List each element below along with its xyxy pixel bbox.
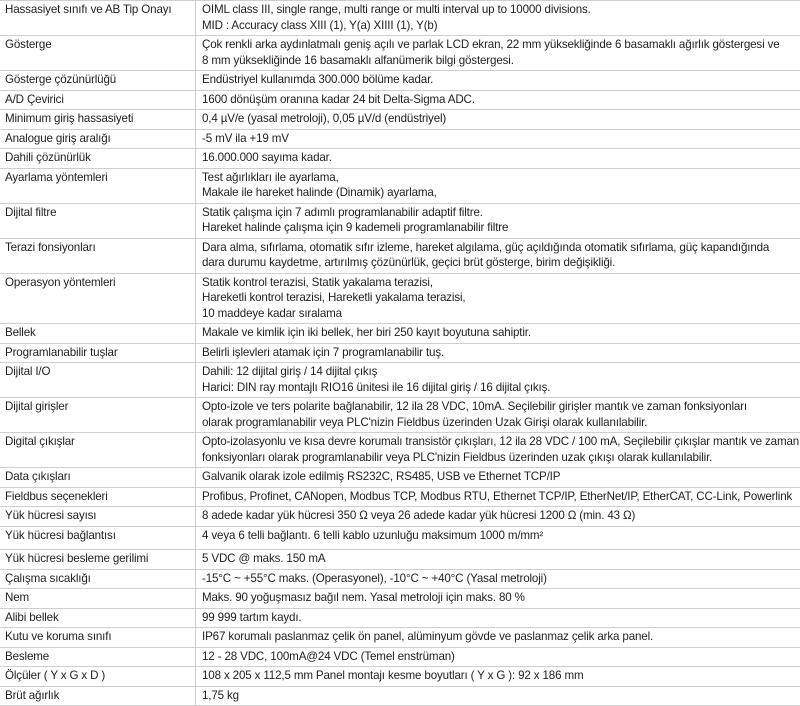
spec-value [196, 363, 800, 398]
spec-label: Dijital filtre [0, 203, 196, 238]
spec-value-line: 16.000.000 sayıma kadar. [202, 150, 796, 166]
spec-value [196, 608, 800, 628]
spec-value-line: Makale ve kimlik için iki bellek, her biri 250 kayıt boyutuna sahiptir. [202, 325, 796, 341]
spec-label: Data çıkışları [0, 468, 196, 488]
spec-label: Minimum giriş hassasiyeti [0, 110, 196, 130]
spec-value [196, 487, 800, 507]
spec-value [196, 526, 800, 550]
spec-row [0, 526, 800, 550]
spec-row [0, 569, 800, 589]
spec-value-line: 0,4 µV/e (yasal metroloji), 0,05 µV/d (endüstriyel) [202, 111, 796, 127]
spec-label: Besleme [0, 647, 196, 667]
spec-label: Kutu ve koruma sınıfı [0, 628, 196, 648]
spec-row [0, 110, 800, 130]
spec-value [196, 507, 800, 527]
spec-row [0, 667, 800, 687]
spec-row [0, 433, 800, 468]
spec-value [196, 149, 800, 169]
spec-value [196, 273, 800, 324]
spec-value-line: 8 mm yüksekliğinde 16 basamaklı alfanümerik bilgi göstergesi. [202, 53, 796, 69]
spec-row [0, 647, 800, 667]
spec-label: Çalışma sıcaklığı [0, 569, 196, 589]
spec-row [0, 550, 800, 570]
spec-value-line: Hareketli kontrol terazisi, Hareketli yakalama terazisi, [202, 290, 796, 306]
spec-value [196, 569, 800, 589]
spec-row [0, 398, 800, 433]
spec-value-line: Çok renkli arka aydınlatmalı geniş açılı ve parlak LCD ekran, 22 mm yüksekliğinde 6 basamaklı ağırlık göstergesi ve [202, 37, 796, 53]
spec-value-line: IP67 korumalı paslanmaz çelik ön panel, alüminyum gövde ve paslanmaz çelik arka panel. [202, 629, 796, 645]
spec-row [0, 468, 800, 488]
spec-row [0, 589, 800, 609]
spec-row [0, 168, 800, 203]
spec-value-line: Belirli işlevleri atamak için 7 programlanabilir tuş. [202, 345, 796, 361]
spec-label: Ayarlama yöntemleri [0, 168, 196, 203]
spec-value [196, 36, 800, 71]
spec-value-line: 1,75 kg [202, 688, 796, 704]
spec-label: Terazi fonsiyonları [0, 238, 196, 273]
spec-value-line: Opto-izolasyonlu ve kısa devre korumalı transistör çıkışları, 12 ila 28 VDC / 100 mA, Seçilebilir çıkışlar mantık ve zaman [202, 434, 796, 450]
spec-value [196, 324, 800, 344]
spec-row [0, 71, 800, 91]
spec-label: Yük hücresi bağlantısı [0, 526, 196, 550]
spec-row [0, 90, 800, 110]
spec-value-line: fonksiyonları olarak programlanabilir veya PLC'nizin Fieldbus üzerinden uzak çıkışı olarak kullanılabilir. [202, 450, 796, 466]
spec-value-line: olarak programlanabilir veya PLC'nizin Fieldbus üzerinden Uzak Girişi olarak kullanılabilir. [202, 415, 796, 431]
spec-value-line: Harici: DIN ray montajlı RIO16 ünitesi ile 16 dijital giriş / 16 dijital çıkış. [202, 380, 796, 396]
spec-value [196, 468, 800, 488]
spec-value-line: Maks. 90 yoğuşmasız bağıl nem. Yasal metroloji için maks. 80 % [202, 590, 796, 606]
spec-row [0, 1, 800, 36]
spec-label: A/D Çevirici [0, 90, 196, 110]
spec-value-line: 5 VDC @ maks. 150 mA [202, 551, 796, 567]
spec-value [196, 110, 800, 130]
spec-label: Digital çıkışlar [0, 433, 196, 468]
spec-label: Ölçüler ( Y x G x D ) [0, 667, 196, 687]
spec-value-line: dara durumu kaydetme, artırılmış çözünürlük, geçici brüt gösterge, birim değişikliği. [202, 255, 796, 271]
spec-value [196, 71, 800, 91]
spec-value-line: Makale ile hareket halinde (Dinamik) ayarlama, [202, 185, 796, 201]
spec-value [196, 667, 800, 687]
spec-label: Dijital I/O [0, 363, 196, 398]
spec-value [196, 647, 800, 667]
spec-value [196, 398, 800, 433]
spec-value [196, 1, 800, 36]
spec-row [0, 129, 800, 149]
spec-row [0, 149, 800, 169]
spec-value [196, 238, 800, 273]
spec-row [0, 36, 800, 71]
spec-value [196, 203, 800, 238]
spec-row [0, 608, 800, 628]
spec-value-line: 1600 dönüşüm oranına kadar 24 bit Delta-Sigma ADC. [202, 92, 796, 108]
spec-label: Yük hücresi besleme gerilimi [0, 550, 196, 570]
spec-value-line: Endüstriyel kullanımda 300.000 bölüme kadar. [202, 72, 796, 88]
spec-label: Dahili çözünürlük [0, 149, 196, 169]
spec-value [196, 433, 800, 468]
spec-row [0, 628, 800, 648]
spec-value-line: Statik çalışma için 7 adımlı programlanabilir adaptif filtre. [202, 205, 796, 221]
spec-value-line: 10 maddeye kadar sıralama [202, 306, 796, 322]
spec-value-line: OIML class III, single range, multi range or multi interval up to 10000 divisions. [202, 2, 796, 18]
spec-row [0, 343, 800, 363]
spec-value [196, 129, 800, 149]
specifications-body [0, 1, 800, 706]
spec-label: Alibi bellek [0, 608, 196, 628]
spec-value [196, 90, 800, 110]
spec-row [0, 686, 800, 706]
spec-label: Programlanabilir tuşlar [0, 343, 196, 363]
spec-value-line: Galvanik olarak izole edilmiş RS232C, RS485, USB ve Ethernet TCP/IP [202, 469, 796, 485]
spec-value-line: 12 - 28 VDC, 100mA@24 VDC (Temel enstrüman) [202, 649, 796, 665]
spec-value-line: Test ağırlıkları ile ayarlama, [202, 170, 796, 186]
spec-label: Analogue giriş aralığı [0, 129, 196, 149]
spec-row [0, 507, 800, 527]
spec-value [196, 589, 800, 609]
spec-value [196, 628, 800, 648]
spec-value-line: Dara alma, sıfırlama, otomatik sıfır izleme, hareket algılama, güç açıldığında otomatik sıfırlama, güç kapandığında [202, 240, 796, 256]
spec-value-line: Dahili: 12 dijital giriş / 14 dijital çıkış [202, 364, 796, 380]
spec-value [196, 168, 800, 203]
spec-row [0, 324, 800, 344]
spec-value [196, 550, 800, 570]
spec-value [196, 343, 800, 363]
spec-label: Fieldbus seçenekleri [0, 487, 196, 507]
spec-value-line: 4 veya 6 telli bağlantı. 6 telli kablo uzunluğu maksimum 1000 m/mm² [202, 528, 796, 544]
spec-row [0, 203, 800, 238]
spec-value-line: Opto-izole ve ters polarite bağlanabilir, 12 ila 28 VDC, 10mA. Seçilebilir girişler mantık ve zaman fonksiyonları [202, 399, 796, 415]
spec-value-line: Hareket halinde çalışma için 9 kademeli programlanabilir filtre [202, 220, 796, 236]
spec-row [0, 363, 800, 398]
spec-row [0, 238, 800, 273]
spec-label: Brüt ağırlık [0, 686, 196, 706]
spec-value [196, 686, 800, 706]
spec-value-line: 99 999 tartım kaydı. [202, 610, 796, 626]
spec-value-line: Statik kontrol terazisi, Statik yakalama terazisi, [202, 275, 796, 291]
spec-row [0, 273, 800, 324]
spec-label: Bellek [0, 324, 196, 344]
spec-label: Gösterge çözünürlüğü [0, 71, 196, 91]
spec-value-line: -15°C ~ +55°C maks. (Operasyonel), -10°C ~ +40°C (Yasal metroloji) [202, 571, 796, 587]
spec-label: Yük hücresi sayısı [0, 507, 196, 527]
spec-value-line: MID : Accuracy class XIII (1), Y(a) XIIII (1), Y(b) [202, 18, 796, 34]
spec-label: Dijital girişler [0, 398, 196, 433]
spec-label: Gösterge [0, 36, 196, 71]
spec-label: Hassasiyet sınıfı ve AB Tip Onayı [0, 1, 196, 36]
spec-label: Nem [0, 589, 196, 609]
spec-value-line: -5 mV ila +19 mV [202, 131, 796, 147]
spec-value-line: 8 adede kadar yük hücresi 350 Ω veya 26 adede kadar yük hücresi 1200 Ω (min. 43 Ω) [202, 508, 796, 524]
spec-value-line: Profibus, Profinet, CANopen, Modbus TCP, Modbus RTU, Ethernet TCP/IP, EtherNet/IP, EtherCAT, CC-Link, Powerlink [202, 489, 796, 505]
spec-label: Operasyon yöntemleri [0, 273, 196, 324]
spec-value-line: 108 x 205 x 112,5 mm Panel montajı kesme boyutları ( Y x G ): 92 x 186 mm [202, 668, 796, 684]
spec-row [0, 487, 800, 507]
